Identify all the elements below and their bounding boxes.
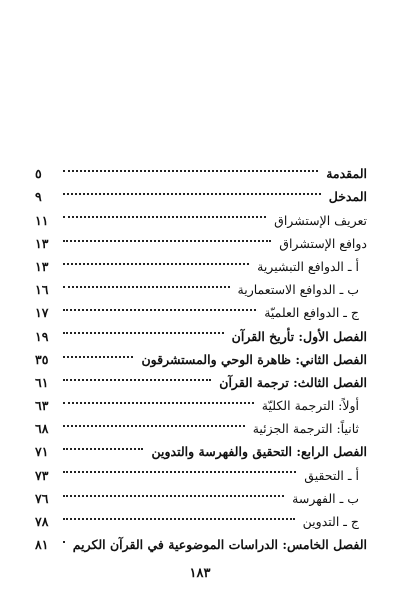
dot-leader xyxy=(61,225,275,248)
toc-entry-page: ٦١ xyxy=(35,374,49,390)
toc-entry-title: المدخل xyxy=(328,189,367,205)
dot-leader xyxy=(61,178,325,201)
dot-leader xyxy=(61,480,288,503)
toc-entry-page: ٥ xyxy=(35,166,42,182)
toc-entry-page: ١١ xyxy=(35,212,49,228)
table-of-contents xyxy=(35,155,367,553)
toc-entry-page: ٧٣ xyxy=(35,467,49,483)
toc-entry-page: ٧١ xyxy=(35,444,49,460)
toc-row xyxy=(35,201,367,228)
toc-entry-page: ٧٨ xyxy=(35,514,49,529)
dot-leader xyxy=(61,410,249,433)
toc-entry-page: ٣٥ xyxy=(35,351,49,367)
toc-entry-page: ١٦ xyxy=(35,282,49,298)
dot-leader xyxy=(61,341,137,364)
dot-leader xyxy=(61,526,69,549)
toc-entry-title: ج ـ التدوين xyxy=(302,514,359,529)
toc-row xyxy=(35,155,367,182)
toc-entry-page: ٩ xyxy=(35,189,42,205)
toc-entry-title: ثانياً: الترجمة الجزئية xyxy=(252,421,359,437)
toc-entry-page: ١٧ xyxy=(35,305,49,321)
toc-entry-page: ٦٣ xyxy=(35,398,49,414)
page-number: ١٨٣ xyxy=(189,566,211,581)
toc-entry-title: الفصل الرابع: التحقيق والفهرسة والتدوين xyxy=(151,444,367,460)
dot-leader xyxy=(61,248,253,271)
toc-entry-title: أ ـ الدوافع التبشيرية xyxy=(257,258,359,274)
toc-entry-page: ٦٨ xyxy=(35,421,49,437)
toc-entry-page: ٧٦ xyxy=(35,490,49,506)
dot-leader xyxy=(61,387,258,410)
dot-leader xyxy=(61,364,215,387)
dot-leader xyxy=(61,317,228,340)
toc-entry-title: ج ـ الدوافع العلميّة xyxy=(264,305,359,321)
dot-leader xyxy=(61,294,260,317)
dot-leader xyxy=(61,456,300,479)
toc-entry-title: المقدمة xyxy=(326,166,367,182)
toc-entry-page: ٨١ xyxy=(35,537,49,553)
toc-entry-title: ب ـ الدوافع الاستعمارية xyxy=(237,282,359,298)
dot-leader xyxy=(61,201,270,224)
toc-entry-title: دوافع الإستشراق xyxy=(279,235,367,251)
toc-entry-title: أولاً: الترجمة الكليّة xyxy=(261,398,359,414)
toc-entry-title: الفصل الثالث: ترجمة القرآن xyxy=(219,374,367,390)
toc-entry-title: الفصل الأول: تأريخ القرآن xyxy=(231,328,367,344)
dot-leader xyxy=(61,155,322,178)
toc-entry-title: تعريف الإستشراق xyxy=(274,212,367,228)
toc-entry-title: أ ـ التحقيق xyxy=(304,467,359,483)
toc-entry-page: ١٣ xyxy=(35,235,49,251)
toc-entry-title: الفصل الثاني: ظاهرة الوحي والمستشرقون xyxy=(141,351,367,367)
dot-leader xyxy=(61,503,299,526)
toc-entry-title: الفصل الخامس: الدراسات الموضوعية في القرآن الكريم xyxy=(72,537,367,553)
dot-leader xyxy=(61,271,234,294)
toc-entry-page: ١٩ xyxy=(35,328,49,344)
toc-row xyxy=(35,178,367,205)
toc-entry-page: ١٣ xyxy=(35,258,49,274)
toc-entry-title: ب ـ الفهرسة xyxy=(292,490,359,506)
dot-leader xyxy=(61,433,147,456)
